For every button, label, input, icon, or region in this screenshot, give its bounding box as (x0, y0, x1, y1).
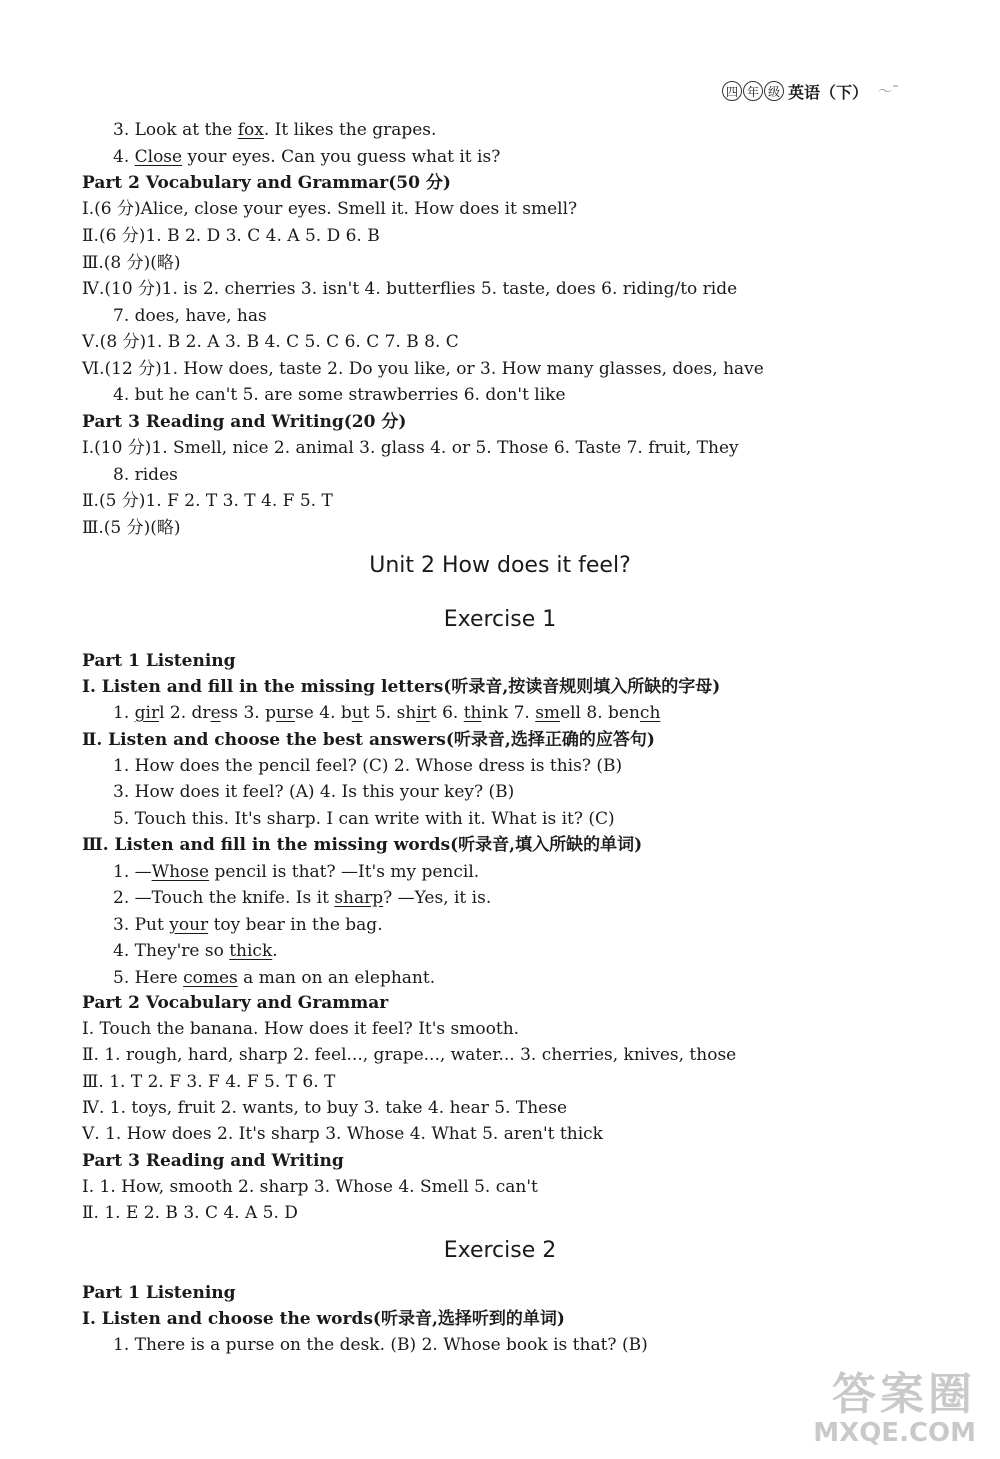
underlined-answer: comes (183, 968, 238, 988)
line-text: 1. (113, 703, 135, 723)
book-logo (722, 81, 784, 101)
line-text: your eyes. Can you guess what it is? (182, 147, 501, 167)
watermark-logo-text: 答案圈 (832, 1369, 976, 1420)
answer-line (82, 358, 764, 380)
answer-line (82, 1308, 565, 1330)
header-decoration-icon: ～˜ (878, 84, 900, 100)
underlined-answer: thick (229, 941, 273, 961)
line-text: 7. does, have, has (113, 306, 267, 326)
answer-line (82, 1202, 298, 1224)
line-text: 2. —Touch the knife. Is it (113, 888, 335, 908)
line-text: Part 3 Reading and Writing (82, 1151, 344, 1171)
underlined-answer: ch (639, 703, 661, 723)
line-text: Ⅱ. Listen and choose the best answers(听录音,选择正确的应答句) (82, 730, 655, 750)
line-text: Ⅴ. 1. How does 2. It's sharp 3. Whose 4. What 5. aren't thick (82, 1124, 603, 1144)
answer-line (82, 834, 642, 856)
answer-line (82, 172, 451, 194)
underlined-answer: sm (535, 703, 561, 723)
answer-line (113, 887, 491, 909)
line-text: l 2. dr (159, 703, 211, 723)
answer-line (113, 808, 615, 830)
underlined-answer: ir (416, 703, 430, 723)
line-text: ink 7. (481, 703, 536, 723)
line-text: Part 3 Reading and Writing(20 分) (82, 412, 407, 432)
watermark-url: MXQE.COM (813, 1418, 976, 1448)
line-text: Ⅱ.(5 分)1. F 2. T 3. T 4. F 5. T (82, 491, 333, 511)
answer-line (82, 1150, 344, 1172)
logo-char: 级 (764, 81, 784, 101)
answer-line (82, 225, 380, 247)
answer-line (82, 331, 459, 353)
line-text: 5. Touch this. It's sharp. I can write with it. What is it? (C) (113, 809, 615, 829)
answer-line (113, 861, 479, 883)
underlined-answer: ur (275, 703, 296, 723)
answer-line (82, 676, 720, 698)
line-text: Ⅲ. 1. T 2. F 3. F 4. F 5. T 6. T (82, 1072, 336, 1092)
line-text: . (272, 941, 278, 961)
line-text: Ⅲ. Listen and fill in the missing words(听录音,填入所缺的单词) (82, 835, 643, 855)
line-text: ss 3. p (220, 703, 276, 723)
answer-line (113, 781, 514, 803)
line-text: Ⅵ.(12 分)1. How does, taste 2. Do you like, or 3. How many glasses, does, have (82, 359, 764, 379)
underlined-answer: gir (134, 703, 160, 723)
watermark (813, 1371, 976, 1447)
line-text: 3. How does it feel? (A) 4. Is this your key? (B) (113, 782, 515, 802)
line-text: 3. Put (113, 915, 170, 935)
line-text: a man on an elephant. (237, 968, 436, 988)
line-text: 1. There is a purse on the desk. (B) 2. Whose book is that? (B) (113, 1335, 648, 1355)
line-text: se 4. b (295, 703, 352, 723)
underlined-answer: u (351, 703, 363, 723)
underlined-answer: sharp (334, 888, 384, 908)
line-text: 5. Here (113, 968, 184, 988)
answer-line (82, 1282, 236, 1304)
line-text: Ⅴ.(8 分)1. B 2. A 3. B 4. C 5. C 6. C 7. B 8. C (82, 332, 459, 352)
logo-char: 四 (722, 81, 742, 101)
answer-line (82, 278, 737, 300)
line-text: Ⅳ. 1. toys, fruit 2. wants, to buy 3. take 4. hear 5. These (82, 1098, 567, 1118)
answer-line (82, 411, 406, 433)
underlined-answer: e (210, 703, 221, 723)
line-text: t 5. sh (362, 703, 417, 723)
answer-line (82, 1097, 567, 1119)
line-text: ell 8. ben (560, 703, 640, 723)
line-text: Ⅰ. Listen and choose the words(听录音,选择听到的单词) (82, 1309, 565, 1329)
answer-line (82, 1071, 335, 1093)
line-text: Part 1 Listening (82, 651, 236, 671)
answer-line (113, 755, 622, 777)
answer-line (113, 940, 278, 962)
line-text: Ⅰ.(6 分)Alice, close your eyes. Smell it. How does it smell? (82, 199, 578, 219)
line-text: toy bear in the bag. (208, 915, 383, 935)
line-text: 4. (113, 147, 135, 167)
line-text: Ⅰ. Touch the banana. How does it feel? It's smooth. (82, 1019, 520, 1039)
subject-label: 英语（下） (788, 82, 869, 102)
answer-line (82, 517, 181, 539)
answer-line (82, 198, 577, 220)
exercise-title: Exercise 1 (443, 607, 557, 632)
answer-line (113, 146, 500, 168)
line-text: 1. How does the pencil feel? (C) 2. Whose dress is this? (B) (113, 756, 623, 776)
line-text: Part 2 Vocabulary and Grammar(50 分) (82, 173, 451, 193)
line-text: Ⅳ.(10 分)1. is 2. cherries 3. isn't 4. butterflies 5. taste, does 6. riding/to ride (82, 279, 738, 299)
answer-line (82, 490, 333, 512)
line-text: 4. They're so (113, 941, 230, 961)
answer-line (113, 1334, 648, 1356)
answer-line (113, 119, 436, 141)
answer-line (113, 914, 383, 936)
answer-line (82, 1044, 736, 1066)
line-text: Ⅱ.(6 分)1. B 2. D 3. C 4. A 5. D 6. B (82, 226, 380, 246)
answer-line (113, 384, 566, 406)
underlined-answer: Whose (151, 862, 210, 882)
answer-line (82, 729, 655, 751)
answer-line (82, 992, 388, 1014)
line-text: Ⅱ. 1. rough, hard, sharp 2. feel..., grape..., water... 3. cherries, knives, those (82, 1045, 737, 1065)
underlined-answer: Close (134, 147, 183, 167)
line-text: Ⅰ. Listen and fill in the missing letters(听录音,按读音规则填入所缺的字母) (82, 677, 721, 697)
answer-line (82, 1176, 538, 1198)
answer-line (82, 437, 739, 459)
logo-char: 年 (743, 81, 763, 101)
answer-line (113, 967, 435, 989)
underlined-answer: your (169, 915, 209, 935)
page-header (722, 78, 899, 104)
line-text: 1. — (113, 862, 152, 882)
answer-line (82, 1018, 519, 1040)
line-text: Ⅲ.(8 分)(略) (82, 253, 181, 273)
answer-line (113, 702, 660, 724)
line-text: Ⅰ. 1. How, smooth 2. sharp 3. Whose 4. Smell 5. can't (82, 1177, 538, 1197)
line-text: 4. but he can't 5. are some strawberries 6. don't like (113, 385, 566, 405)
line-text: pencil is that? —It's my pencil. (209, 862, 480, 882)
line-text: 3. Look at the (113, 120, 238, 140)
line-text: Ⅰ.(10 分)1. Smell, nice 2. animal 3. glass 4. or 5. Those 6. Taste 7. fruit, They (82, 438, 739, 458)
line-text: t 6. (429, 703, 464, 723)
answer-line (113, 464, 178, 486)
line-text: Ⅲ.(5 分)(略) (82, 518, 181, 538)
answer-line (113, 305, 267, 327)
exercise-title: Exercise 2 (443, 1238, 557, 1263)
underlined-answer: th (463, 703, 482, 723)
line-text: Part 2 Vocabulary and Grammar (82, 993, 389, 1013)
line-text: ? —Yes, it is. (383, 888, 492, 908)
answer-line (82, 1123, 603, 1145)
line-text: . It likes the grapes. (263, 120, 437, 140)
underlined-answer: fox (237, 120, 264, 140)
line-text: 8. rides (113, 465, 178, 485)
line-text: Part 1 Listening (82, 1283, 236, 1303)
answer-line (82, 650, 236, 672)
answer-line (82, 252, 181, 274)
unit-title: Unit 2 How does it feel? (369, 553, 631, 578)
line-text: Ⅱ. 1. E 2. B 3. C 4. A 5. D (82, 1203, 298, 1223)
